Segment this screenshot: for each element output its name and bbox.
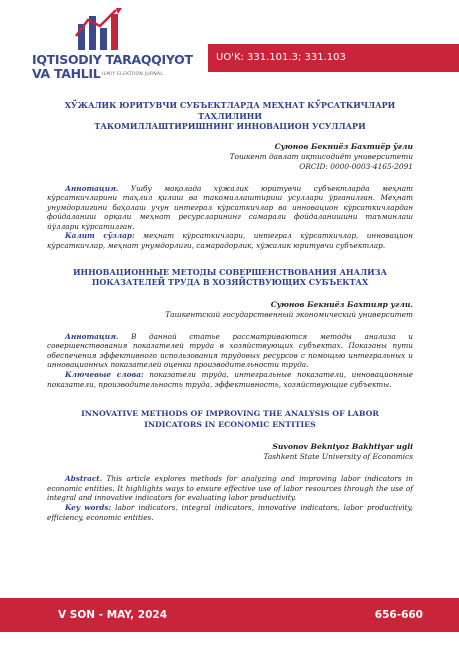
title-line: ХЎЖАЛИК ЮРИТУВЧИ СУБЪЕКТЛАРДА МЕҲНАТ КЎРСАТКИЧЛАРИ ТАҲЛИЛИНИ xyxy=(64,100,396,121)
abstract xyxy=(47,184,413,232)
bar-chart-logo-icon xyxy=(72,6,132,52)
title-line: INNOVATIVE METHODS OF IMPROVING THE ANALYSIS OF LABOR xyxy=(81,409,379,419)
orcid: ORCID: 0000-0003-4165-2091 xyxy=(299,161,413,171)
page-range: 656-660 xyxy=(374,609,423,621)
journal-logo xyxy=(32,6,202,88)
abstract-text: Ушбу мақолада хўжалик юритувчи субъектларда меҳнат кўрсаткичларини таҳлил қилиш ва такомиллаштириш усуллари ўрганилган. Меҳнат унумдорлигини баҳолаш учун интеграл кўрсаткичлар ва инновацион кўрсаткичлардан фойдаланиш орқали меҳнат ресурсларининг самарали фойдаланишини таъминлаш йўллари кўрсатилган. xyxy=(47,183,413,231)
issue-label: V SON - MAY, 2024 xyxy=(58,609,168,621)
title-line: ТАКОМИЛЛАШТИРИШНИНГ ИННОВАЦИОН УСУЛЛАРИ xyxy=(94,121,366,131)
author-name: Suvonov Bekniyoz Bakhtiyar ugli xyxy=(272,442,413,452)
keywords-label: Ключевые слова: xyxy=(65,370,144,380)
keywords xyxy=(47,503,413,522)
keywords-text: показатели труда, интегральные показатели, инновационные показатели, производительность труда, эффективность, хозяйствующие субъекты. xyxy=(47,370,413,389)
affiliation: Тошкент давлат иқтисодиёт университети xyxy=(229,151,413,161)
affiliation: Tashkent State University of Economics xyxy=(263,452,413,462)
logo-subtitle: ILMIY ELEKTRON JURNAL xyxy=(102,72,164,77)
abstract-label: Аннотация. xyxy=(65,183,119,193)
author-name: Суюнов Бекниёз Бахтиёр ўғли xyxy=(274,141,413,151)
article-title-ru xyxy=(47,267,413,288)
abstract xyxy=(47,332,413,370)
title-line: ИННОВАЦИОННЫЕ МЕТОДЫ СОВЕРШЕНСТВОВАНИЯ АНАЛИЗА xyxy=(73,266,387,277)
page-bottom-margin xyxy=(0,632,459,650)
udk-code-banner: UO'K: 331.101.3; 331.103 xyxy=(208,44,459,72)
article-title-en xyxy=(47,409,413,430)
abstract xyxy=(47,474,413,503)
abstract-label: Аннотация. xyxy=(65,331,119,341)
journal-header xyxy=(0,0,459,90)
abstract-label: Abstract. xyxy=(65,474,103,484)
title-line: INDICATORS IN ECONOMIC ENTITIES xyxy=(144,419,316,429)
title-line: ПОКАЗАТЕЛЕЙ ТРУДА В ХОЗЯЙСТВУЮЩИХ СУБЪЕКТАХ xyxy=(91,277,369,288)
keywords-text: labor indicators, integral indicators, innovative indicators, labor productivity, efficiency, economic entities. xyxy=(47,503,413,522)
article-title-uz xyxy=(47,100,413,132)
keywords xyxy=(47,231,413,250)
section-ru xyxy=(47,267,413,390)
affiliation: Ташкентский государственный экономический университет xyxy=(165,309,413,319)
author-name: Суюнов Бекниёз Бахтияр угли. xyxy=(270,299,413,309)
keywords-label: Калит сўзлар: xyxy=(65,231,135,241)
keywords-label: Key words: xyxy=(65,503,112,512)
journal-footer xyxy=(0,598,459,632)
logo-title: IQTISODIY TARAQQIYOT xyxy=(32,52,193,67)
abstract-text: This article explores methods for analyzing and improving labor indicators in economic entities. It highlights ways to ensure effective use of labor resources through the use of integral and innovative indicators for evaluating labor productivity. xyxy=(47,474,414,503)
section-uz xyxy=(47,100,413,251)
section-en xyxy=(47,409,413,522)
article-front-matter xyxy=(47,100,413,522)
logo-title-2: VA TAHLIL xyxy=(32,66,101,81)
abstract-text: В данной статье рассматриваются методы анализа и совершенствования показателей труда в хозяйствующих субъектах. Показаны пути обеспечения эффективного использования трудовых ресурсов с помощью интегральных и инновационных показателей оценки производительности труда. xyxy=(47,331,413,370)
keywords-text: меҳнат кўрсаткичлари, интеграл кўрсаткичлар, инновацион кўрсаткичлар, меҳнат унумдорлиги, самарадорлик, хўжалик юритувчи субъектлар. xyxy=(47,231,414,251)
keywords xyxy=(47,370,413,389)
